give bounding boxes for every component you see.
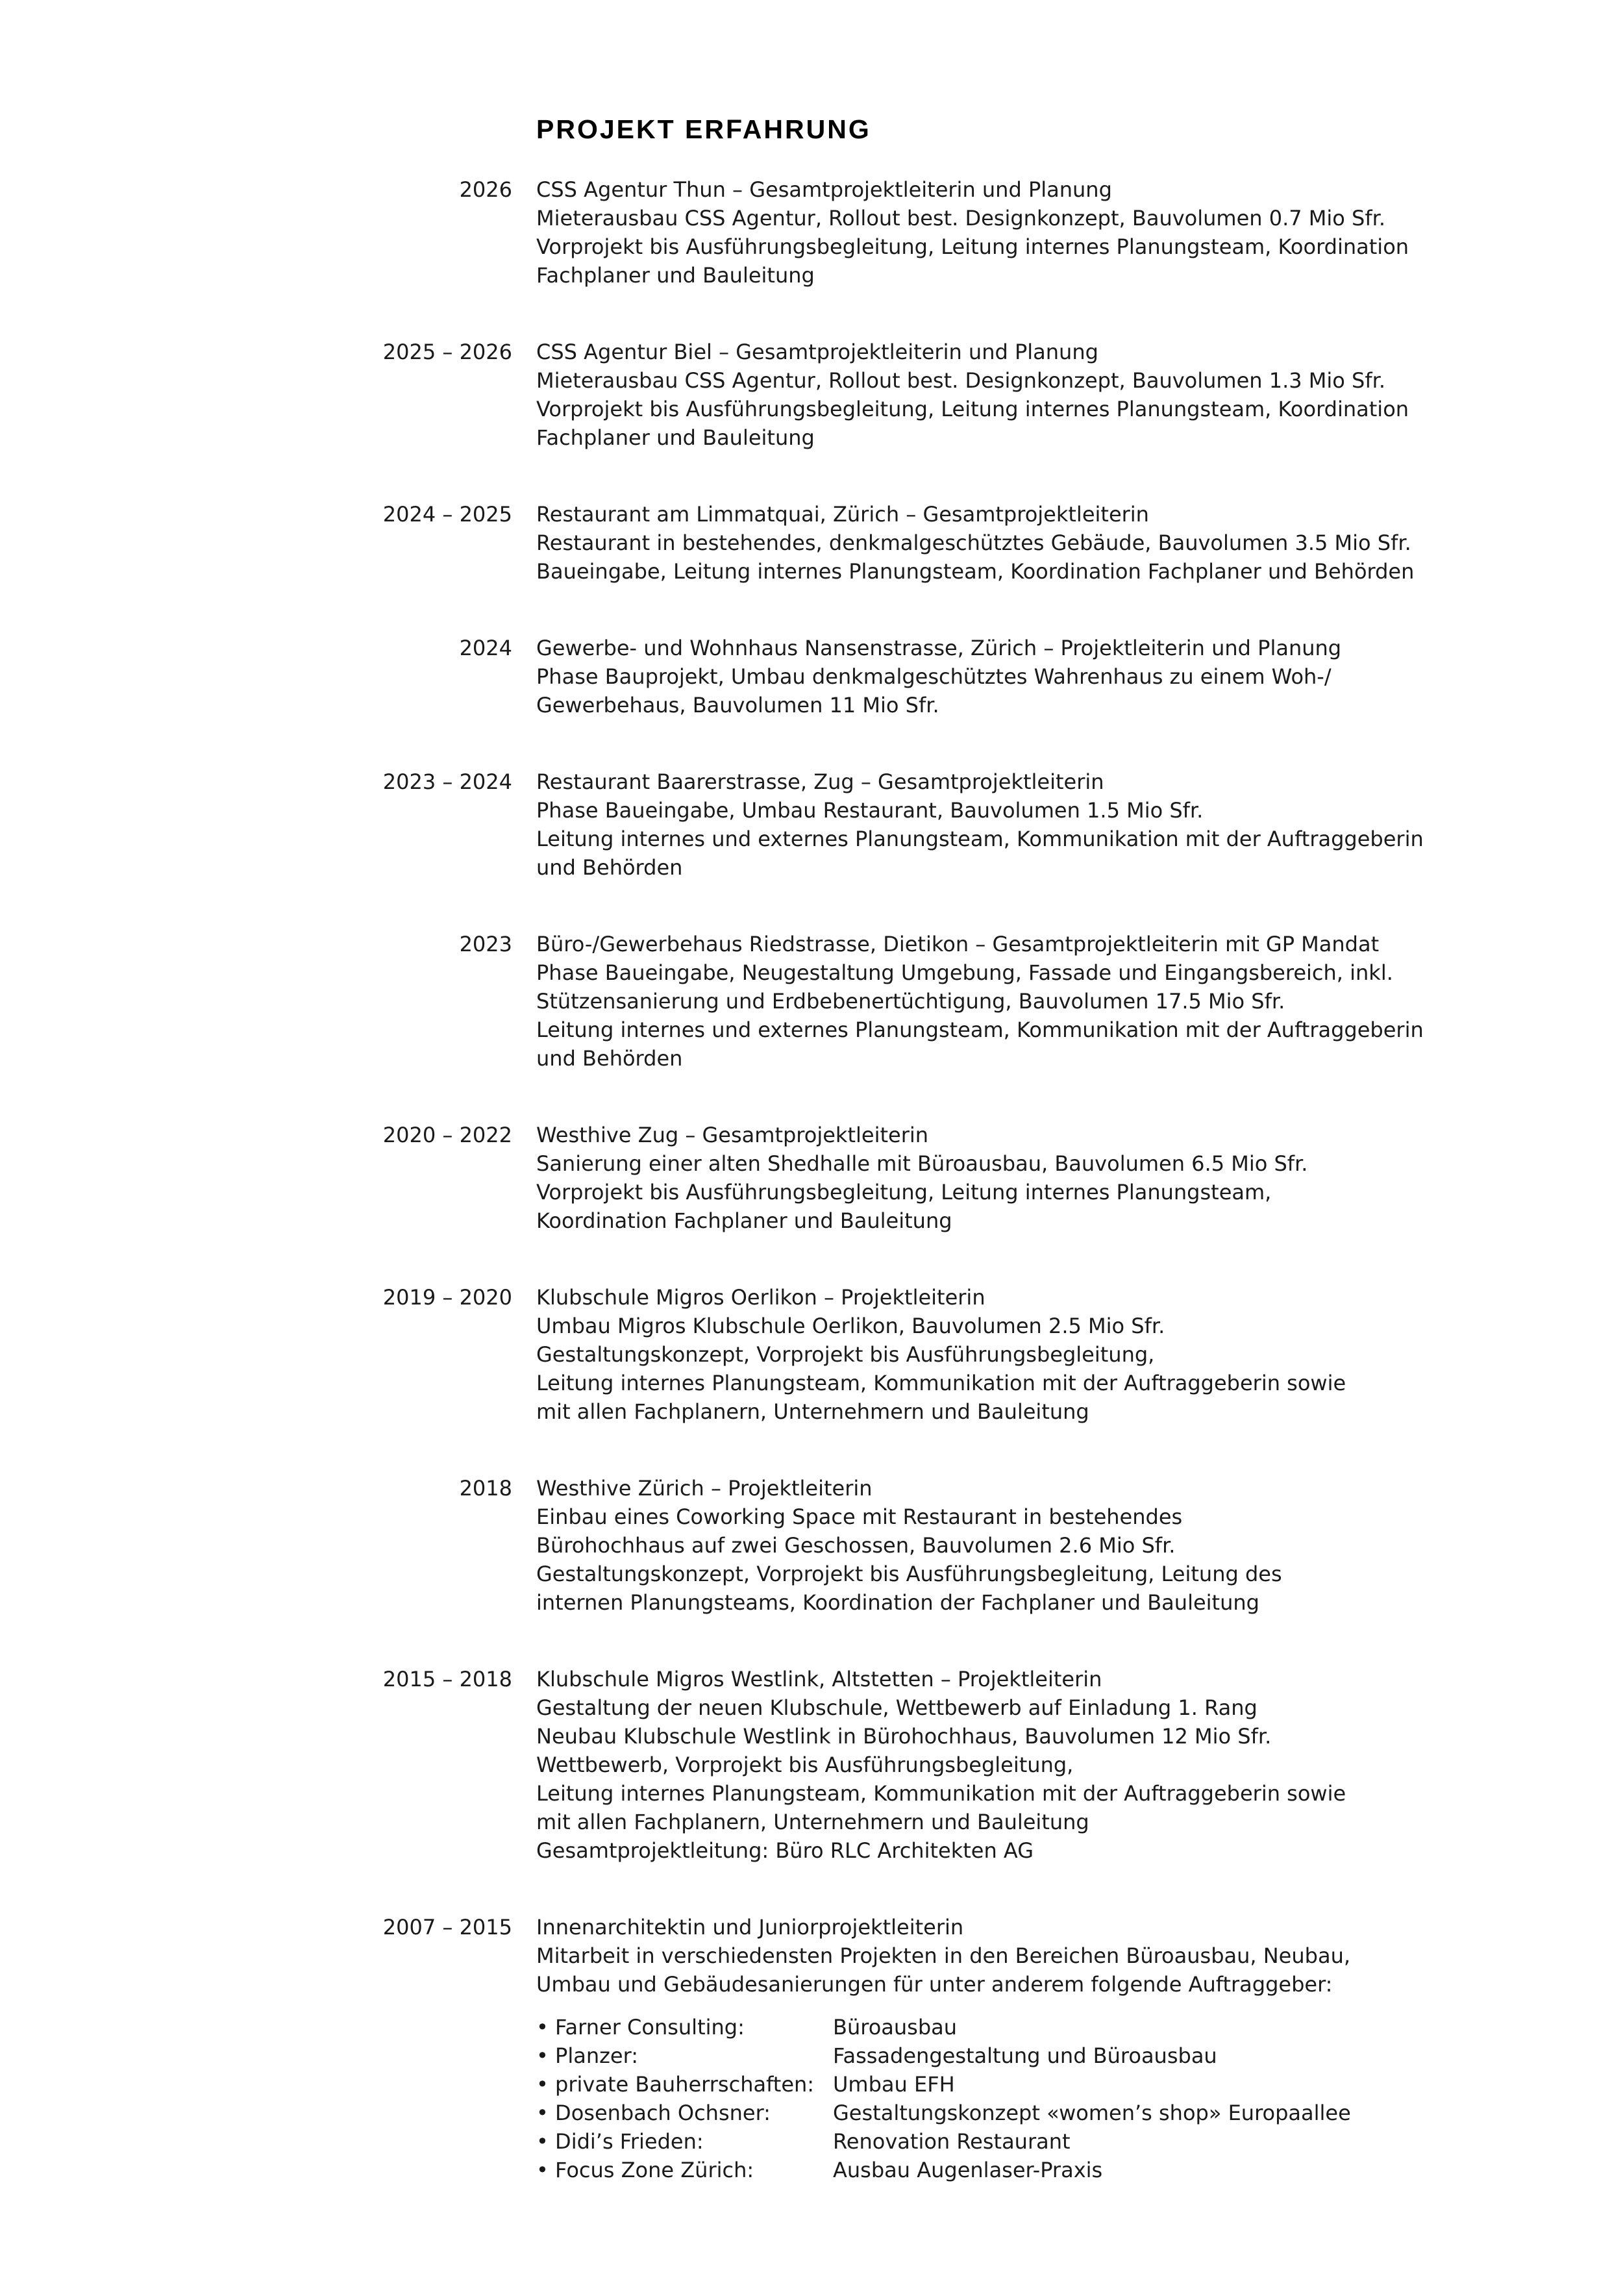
entry-year: 2024 xyxy=(459,636,512,660)
entry-line: Gesamtprojektleitung: Büro RLC Architekten AG xyxy=(536,1838,1034,1863)
client-name: • Farner Consulting: xyxy=(536,2015,745,2040)
entry-line: Koordination Fachplaner und Bauleitung xyxy=(536,1208,952,1233)
entry-title: CSS Agentur Thun – Gesamtprojektleiterin und Planung xyxy=(536,177,1112,202)
entry-title: Westhive Zug – Gesamtprojektleiterin xyxy=(536,1123,929,1147)
client-work: Renovation Restaurant xyxy=(833,2129,1071,2154)
entry-line: Umbau Migros Klubschule Oerlikon, Bauvolumen 2.5 Mio Sfr. xyxy=(536,1314,1165,1338)
entry-description xyxy=(536,500,1478,586)
entry-description xyxy=(536,1121,1478,1235)
client-work: Gestaltungskonzept «women’s shop» Europaallee xyxy=(833,2101,1351,2125)
entry-title: Westhive Zürich – Projektleiterin xyxy=(536,1476,873,1501)
entry-description xyxy=(536,930,1478,1073)
entry-line: Phase Bauprojekt, Umbau denkmalgeschütztes Wahrenhaus zu einem Woh-/ xyxy=(536,664,1332,689)
entry-title: Restaurant Baarerstrasse, Zug – Gesamtprojektleiterin xyxy=(536,769,1104,794)
entry-description xyxy=(536,1665,1478,1865)
client-work: Umbau EFH xyxy=(833,2072,955,2097)
entry-title: Gewerbe- und Wohnhaus Nansenstrasse, Zürich – Projektleiterin und Planung xyxy=(536,636,1342,660)
entry-title: Restaurant am Limmatquai, Zürich – Gesamtprojektleiterin xyxy=(536,502,1149,527)
entry-year: 2025 – 2026 xyxy=(382,340,512,364)
list-item xyxy=(536,2127,1478,2156)
entry-line: Leitung internes und externes Planungsteam, Kommunikation mit der Auftraggeberin xyxy=(536,827,1424,851)
entry-description xyxy=(536,338,1478,452)
entry-description xyxy=(536,767,1478,882)
entry-line: Vorprojekt bis Ausführungsbegleitung, Leitung internes Planungsteam, Koordination xyxy=(536,397,1409,421)
entry-line: Wettbewerb, Vorprojekt bis Ausführungsbegleitung, xyxy=(536,1753,1074,1777)
entry-description xyxy=(536,1283,1478,1426)
entry-line: Gestaltungskonzept, Vorprojekt bis Ausführungsbegleitung, Leitung des xyxy=(536,1562,1282,1586)
entry-line: Stützensanierung und Erdbebenertüchtigung, Bauvolumen 17.5 Mio Sfr. xyxy=(536,989,1285,1014)
client-name: • Planzer: xyxy=(536,2043,638,2068)
entry-line: Leitung internes Planungsteam, Kommunikation mit der Auftraggeberin sowie xyxy=(536,1781,1346,1806)
client-work: Ausbau Augenlaser-Praxis xyxy=(833,2158,1103,2182)
client-name: • Didi’s Frieden: xyxy=(536,2129,704,2154)
client-work: Fassadengestaltung und Büroausbau xyxy=(833,2043,1217,2068)
entry-line: Neubau Klubschule Westlink in Bürohochhaus, Bauvolumen 12 Mio Sfr. xyxy=(536,1724,1272,1749)
entry-description xyxy=(536,1474,1478,1617)
list-item xyxy=(536,2070,1478,2099)
section-title: PROJEKT ERFAHRUNG xyxy=(536,114,871,144)
entry-year: 2024 – 2025 xyxy=(382,502,512,527)
entry-line: mit allen Fachplanern, Unternehmern und Bauleitung xyxy=(536,1399,1089,1424)
entry-line: Sanierung einer alten Shedhalle mit Büroausbau, Bauvolumen 6.5 Mio Sfr. xyxy=(536,1151,1308,1176)
entry-line: Leitung internes Planungsteam, Kommunikation mit der Auftraggeberin sowie xyxy=(536,1371,1346,1395)
entry-line: Vorprojekt bis Ausführungsbegleitung, Leitung internes Planungsteam, xyxy=(536,1180,1272,1204)
entry-year: 2023 – 2024 xyxy=(382,769,512,794)
client-work: Büroausbau xyxy=(833,2015,958,2040)
entry-title: Innenarchitektin und Juniorprojektleiterin xyxy=(536,1915,964,1940)
entry-year: 2023 xyxy=(459,932,512,956)
entry-description xyxy=(536,175,1478,290)
entry-line: und Behörden xyxy=(536,855,683,880)
client-list xyxy=(536,2013,1478,2184)
entry-line: Vorprojekt bis Ausführungsbegleitung, Leitung internes Planungsteam, Koordination xyxy=(536,234,1409,259)
entry-year: 2026 xyxy=(459,177,512,202)
entry-title: Büro-/Gewerbehaus Riedstrasse, Dietikon – Gesamtprojektleiterin mit GP Mandat xyxy=(536,932,1380,956)
entry-year: 2020 – 2022 xyxy=(382,1123,512,1147)
entry-line: Fachplaner und Bauleitung xyxy=(536,263,815,288)
entry-line: Bürohochhaus auf zwei Geschossen, Bauvolumen 2.6 Mio Sfr. xyxy=(536,1533,1176,1558)
client-name: • Focus Zone Zürich: xyxy=(536,2158,754,2182)
entry-line: mit allen Fachplanern, Unternehmern und Bauleitung xyxy=(536,1810,1089,1834)
list-item xyxy=(536,2156,1478,2184)
entry-year: 2019 – 2020 xyxy=(382,1285,512,1310)
entry-line: Mieterausbau CSS Agentur, Rollout best. Designkonzept, Bauvolumen 0.7 Mio Sfr. xyxy=(536,206,1385,231)
entry-line: und Behörden xyxy=(536,1046,683,1071)
entry-year: 2018 xyxy=(459,1476,512,1501)
entry-title: Klubschule Migros Oerlikon – Projektleiterin xyxy=(536,1285,985,1310)
entry-line: Baueingabe, Leitung internes Planungsteam, Koordination Fachplaner und Behörden xyxy=(536,559,1415,584)
entry-line: Phase Baueingabe, Neugestaltung Umgebung, Fassade und Eingangsbereich, inkl. xyxy=(536,960,1393,985)
entry-line: internen Planungsteams, Koordination der Fachplaner und Bauleitung xyxy=(536,1590,1259,1615)
entry-line: Mitarbeit in verschiedensten Projekten in den Bereichen Büroausbau, Neubau, xyxy=(536,1943,1351,1968)
list-item xyxy=(536,2013,1478,2041)
client-name: • Dosenbach Ochsner: xyxy=(536,2101,771,2125)
entry-line: Mieterausbau CSS Agentur, Rollout best. Designkonzept, Bauvolumen 1.3 Mio Sfr. xyxy=(536,368,1385,393)
entry-line: Gestaltungskonzept, Vorprojekt bis Ausführungsbegleitung, xyxy=(536,1342,1155,1367)
entry-year: 2007 – 2015 xyxy=(382,1915,512,1940)
entry-title: Klubschule Migros Westlink, Altstetten – Projektleiterin xyxy=(536,1667,1102,1691)
list-item xyxy=(536,2041,1478,2070)
list-item xyxy=(536,2099,1478,2127)
entry-year: 2015 – 2018 xyxy=(382,1667,512,1691)
entry-line: Gewerbehaus, Bauvolumen 11 Mio Sfr. xyxy=(536,693,939,718)
entry-line: Einbau eines Coworking Space mit Restaurant in bestehendes xyxy=(536,1504,1183,1529)
entry-line: Gestaltung der neuen Klubschule, Wettbewerb auf Einladung 1. Rang xyxy=(536,1695,1258,1720)
client-name: • private Bauherrschaften: xyxy=(536,2072,815,2097)
entry-line: Phase Baueingabe, Umbau Restaurant, Bauvolumen 1.5 Mio Sfr. xyxy=(536,798,1204,823)
entry-line: Leitung internes und externes Planungsteam, Kommunikation mit der Auftraggeberin xyxy=(536,1017,1424,1042)
entry-line: Umbau und Gebäudesanierungen für unter anderem folgende Auftraggeber: xyxy=(536,1972,1333,1997)
entry-description xyxy=(536,634,1478,719)
entry-title: CSS Agentur Biel – Gesamtprojektleiterin und Planung xyxy=(536,340,1098,364)
entry-description xyxy=(536,1913,1478,1999)
entry-line: Fachplaner und Bauleitung xyxy=(536,425,815,450)
entry-line: Restaurant in bestehendes, denkmalgeschütztes Gebäude, Bauvolumen 3.5 Mio Sfr. xyxy=(536,530,1411,555)
